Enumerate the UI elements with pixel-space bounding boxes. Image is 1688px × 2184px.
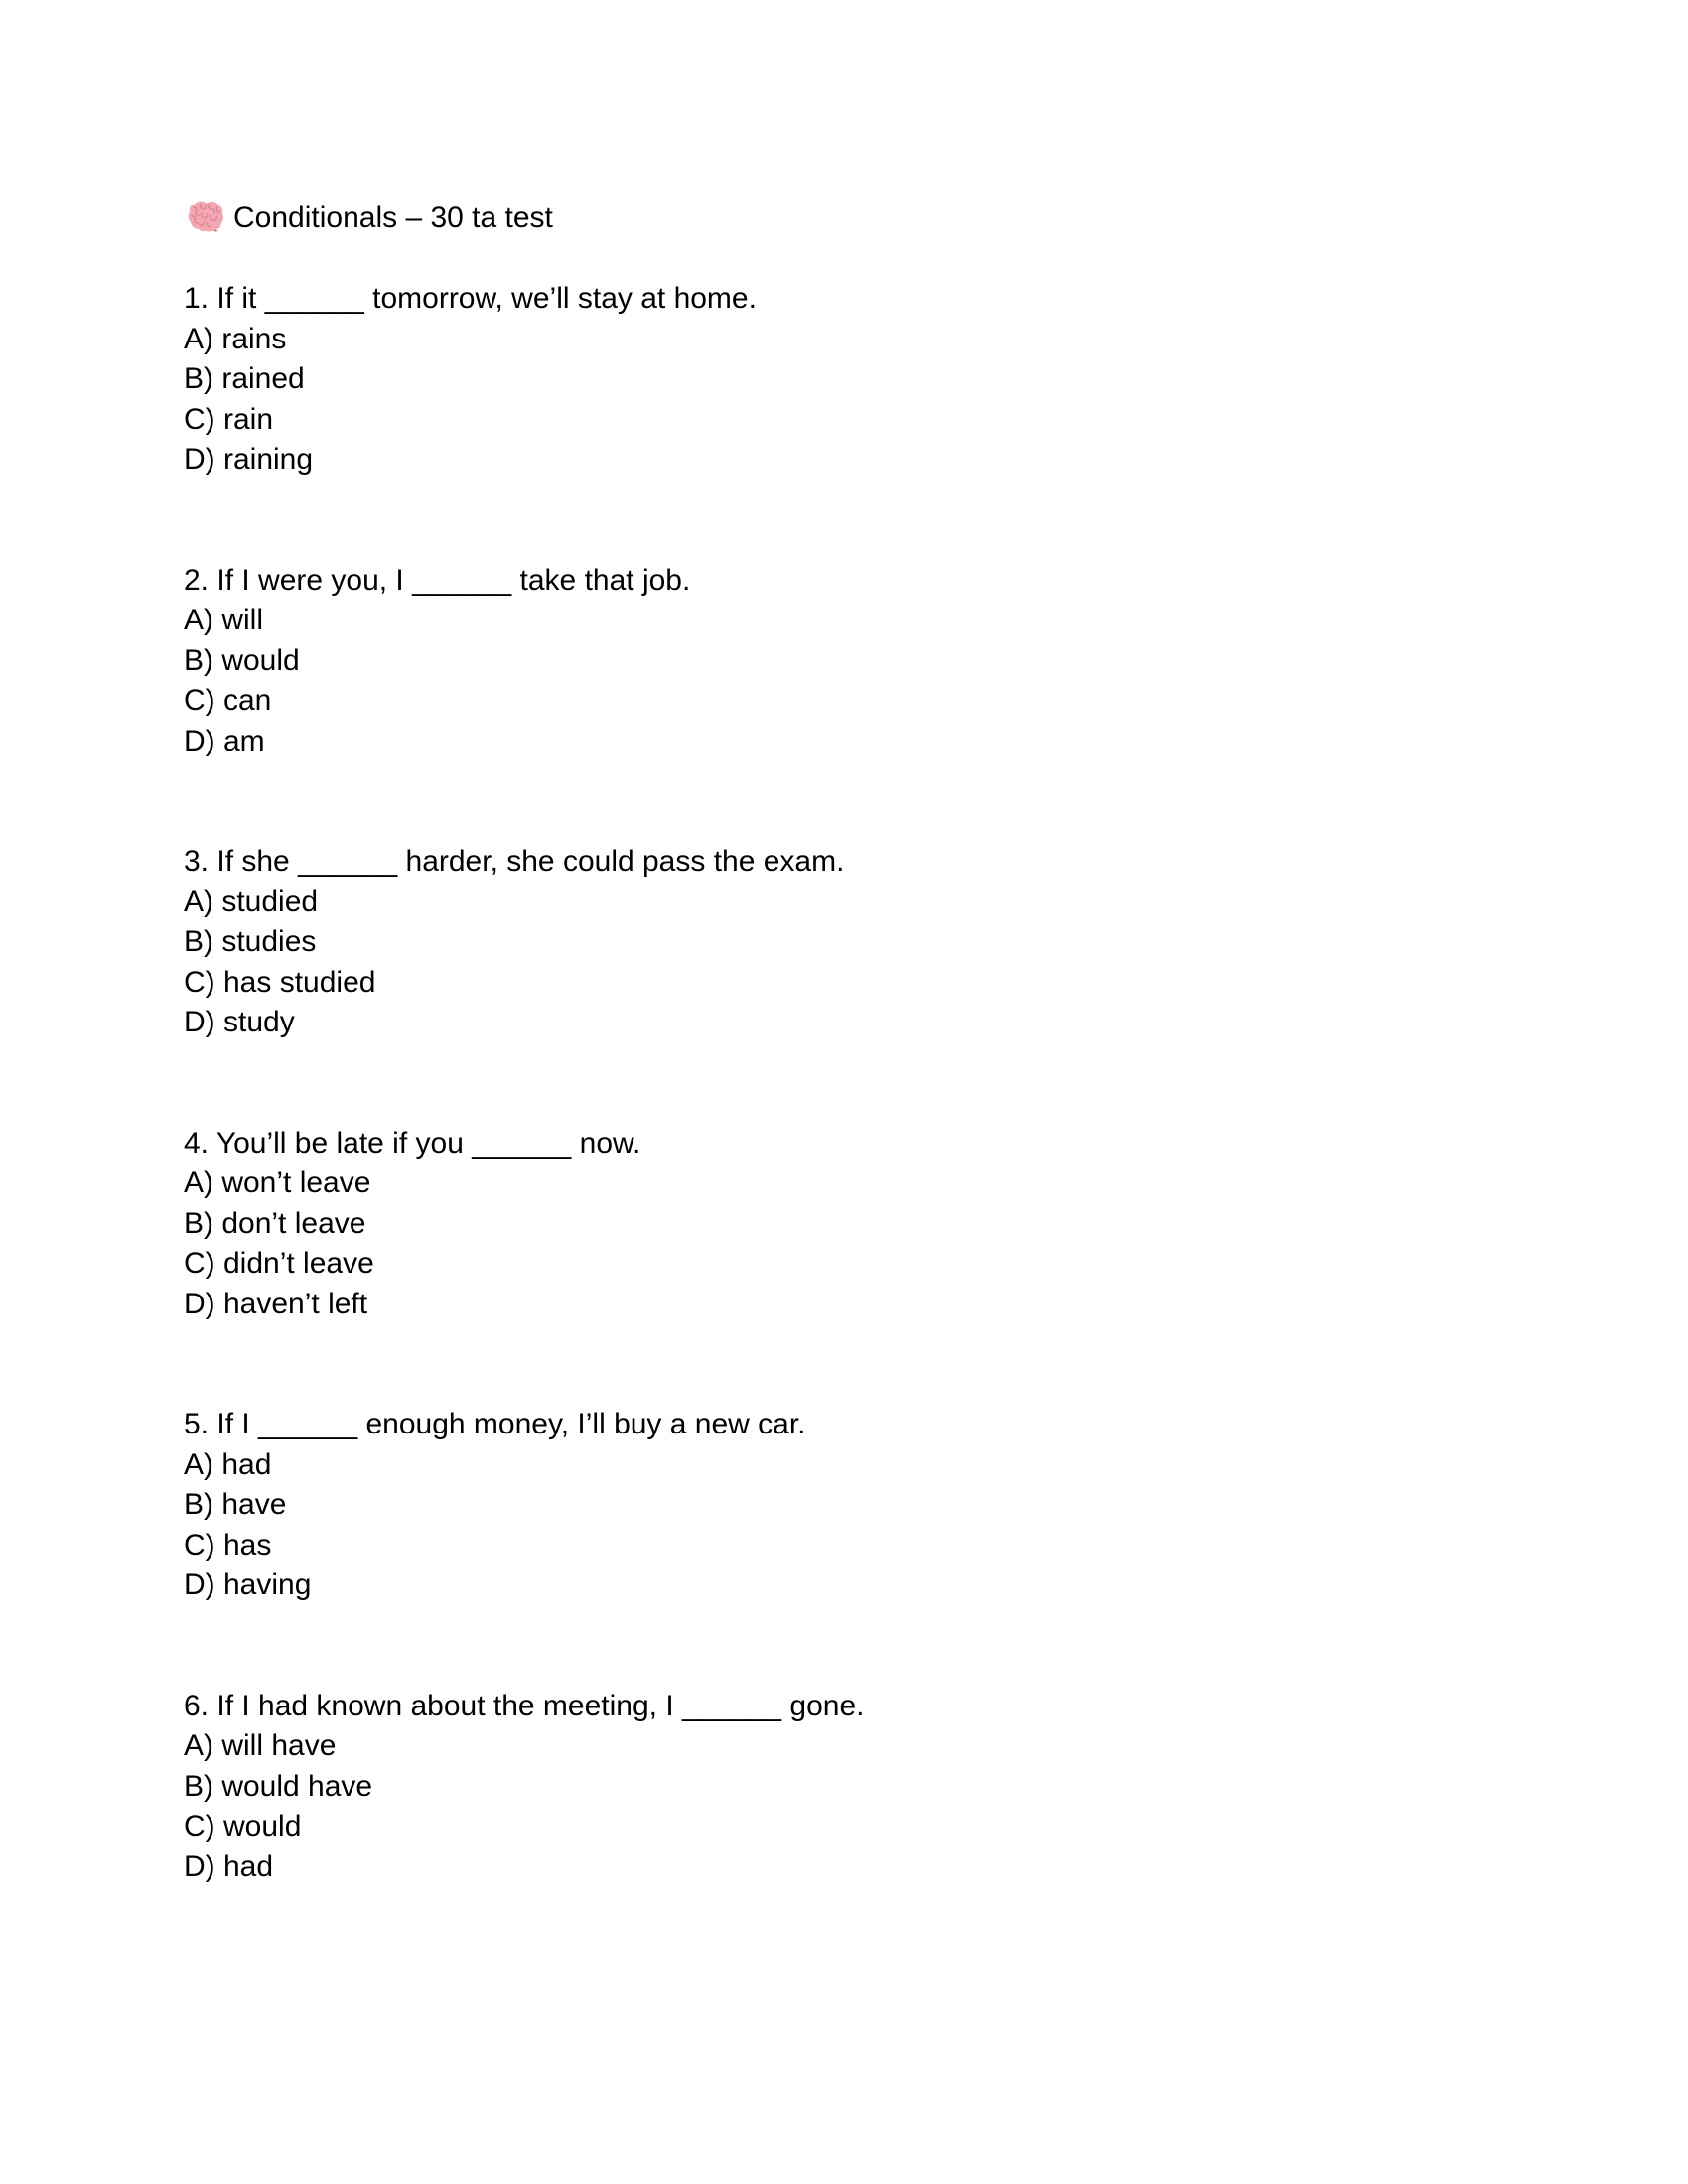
answer-option: A) studied	[184, 885, 319, 918]
question-stem: 5. If I ______ enough money, I’ll buy a new car.	[184, 1408, 806, 1440]
answer-option: C) has studied	[184, 965, 376, 999]
answer-option: B) have	[184, 1488, 287, 1521]
answer-option: C) rain	[184, 402, 274, 436]
question-stem: 2. If I were you, I ______ take that job.	[184, 563, 691, 597]
question-block	[184, 279, 1519, 480]
answer-option: C) has	[184, 1528, 272, 1562]
question-block	[184, 842, 1519, 1043]
question-block	[184, 1124, 1519, 1325]
answer-option: A) rains	[184, 322, 287, 355]
answer-option: C) would	[184, 1810, 302, 1843]
answer-option: B) studies	[184, 925, 317, 958]
document-content	[184, 199, 1519, 1968]
question-stem: 1. If it ______ tomorrow, we’ll stay at home.	[184, 282, 757, 315]
answer-option: B) don’t leave	[184, 1206, 366, 1240]
answer-option: B) would	[184, 643, 300, 677]
answer-option: C) didn’t leave	[184, 1247, 374, 1280]
answer-option: D) having	[184, 1569, 312, 1601]
document-title	[184, 199, 1519, 239]
question-stem: 4. You’ll be late if you ______ now.	[184, 1126, 641, 1160]
questions-list	[184, 279, 1519, 1887]
answer-option: D) haven’t left	[184, 1287, 368, 1320]
answer-option: D) am	[184, 724, 265, 757]
answer-option: A) will have	[184, 1729, 337, 1762]
answer-option: B) would have	[184, 1769, 373, 1803]
answer-option: D) had	[184, 1849, 274, 1883]
question-block	[184, 561, 1519, 762]
answer-option: A) will	[184, 604, 263, 636]
question-stem: 3. If she ______ harder, she could pass the exam.	[184, 845, 845, 878]
answer-option: D) raining	[184, 443, 314, 476]
question-block	[184, 1405, 1519, 1606]
brain-emoji-icon	[188, 200, 224, 233]
title-text: Conditionals – 30 ta test	[233, 202, 553, 234]
answer-option: B) rained	[184, 362, 305, 395]
answer-option: A) won’t leave	[184, 1166, 371, 1199]
answer-option: D) study	[184, 1006, 295, 1038]
answer-option: C) can	[184, 684, 272, 717]
answer-option: A) had	[184, 1447, 272, 1481]
question-block	[184, 1687, 1519, 1888]
question-stem: 6. If I had known about the meeting, I ______ gone.	[184, 1689, 865, 1722]
